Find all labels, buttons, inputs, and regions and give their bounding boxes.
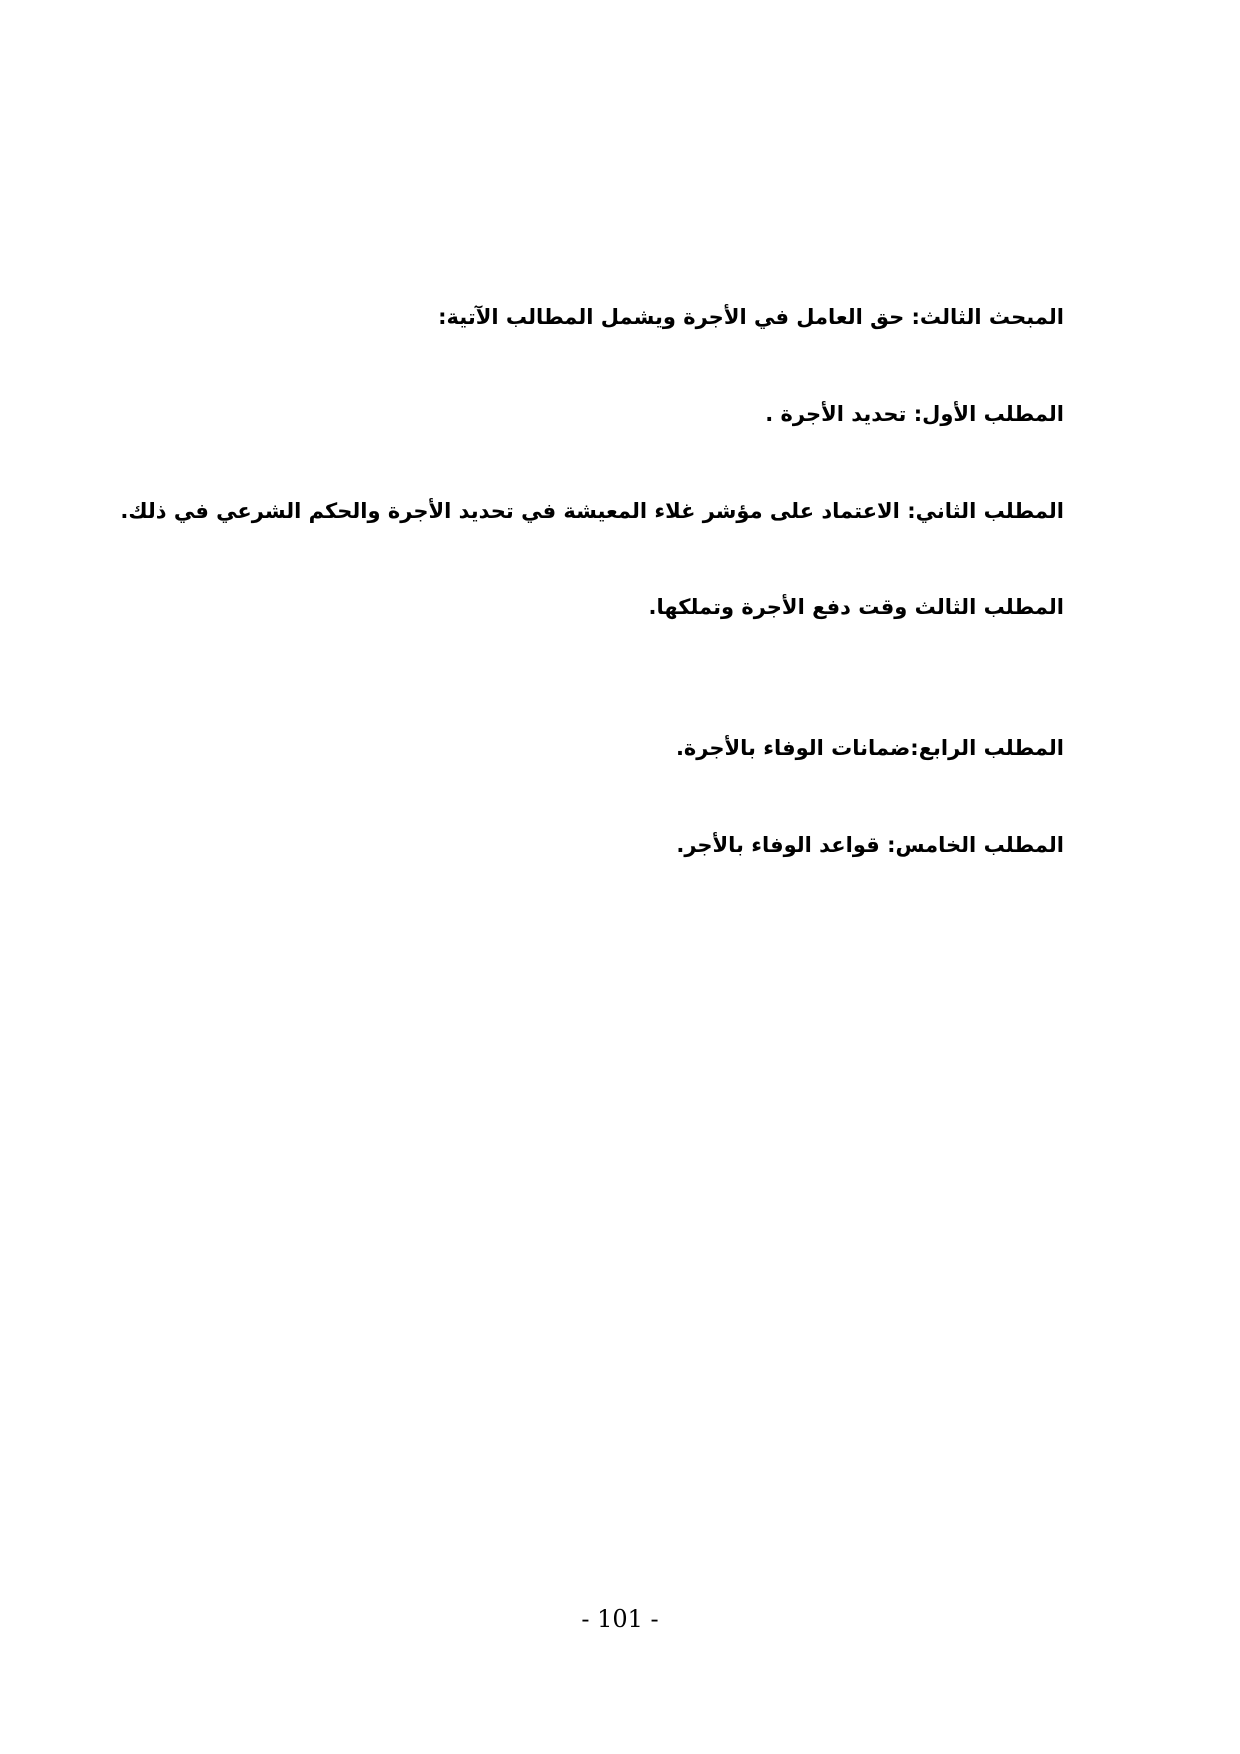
subsection-item-4: المطلب الرابع:ضمانات الوفاء بالأجرة. xyxy=(675,736,1064,760)
section-heading: المبحث الثالث: حق العامل في الأجرة ويشمل المطالب الآتية: xyxy=(438,305,1064,329)
page-number: - 101 - xyxy=(581,1605,659,1633)
subsection-item-3: المطلب الثالث وقت دفع الأجرة وتملكها. xyxy=(648,595,1064,619)
subsection-item-1: المطلب الأول: تحديد الأجرة . xyxy=(765,402,1064,426)
subsection-item-2: المطلب الثاني: الاعتماد على مؤشر غلاء المعيشة في تحديد الأجرة والحكم الشرعي في ذلك. xyxy=(120,499,1064,523)
subsection-item-5: المطلب الخامس: قواعد الوفاء بالأجر. xyxy=(676,833,1064,857)
